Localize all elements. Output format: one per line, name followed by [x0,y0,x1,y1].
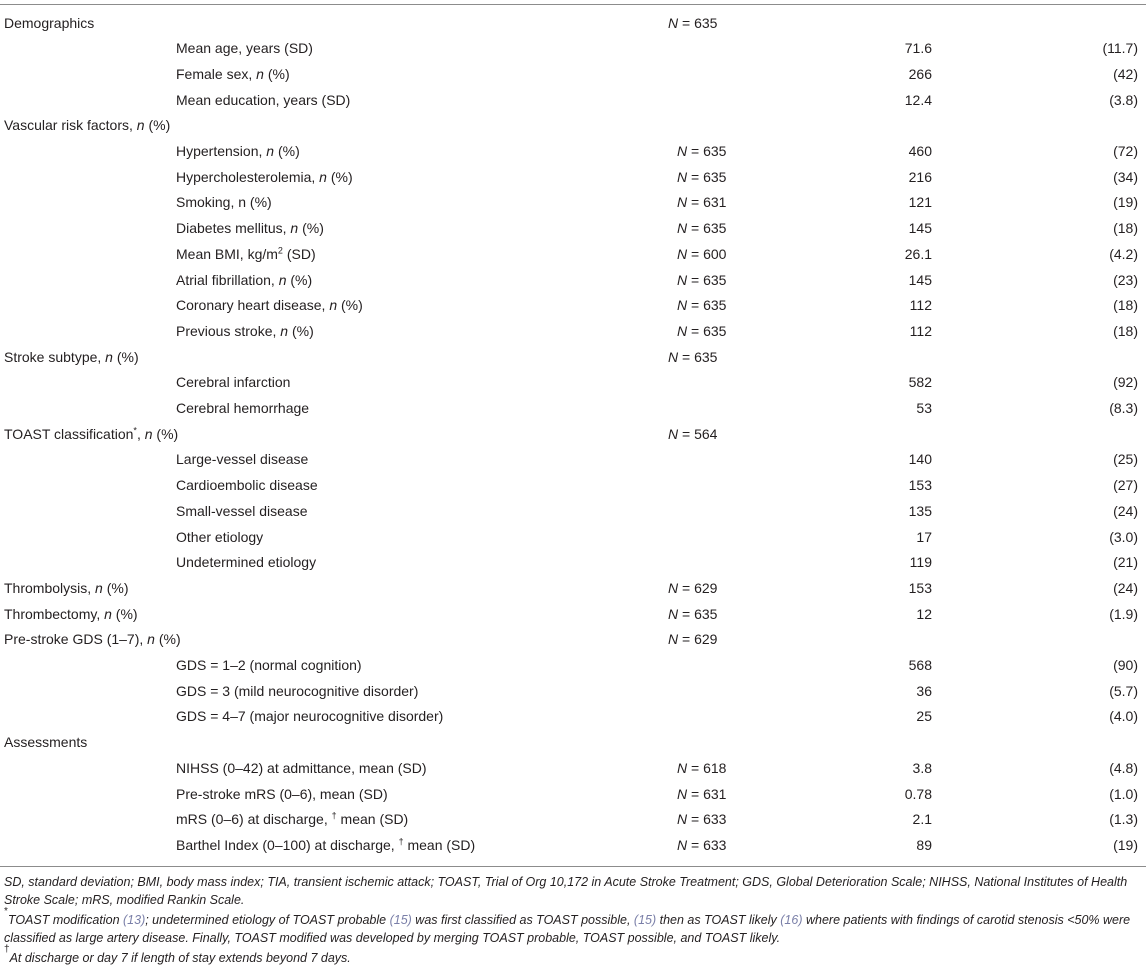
row-percent: (23) [1113,271,1138,288]
table-row [0,88,1146,114]
row-percent: (19) [1113,836,1138,853]
row-label-part: * [133,425,137,436]
table-row [0,550,1146,576]
table-group-row [0,576,1146,602]
row-percent: (8.3) [1109,400,1138,416]
footnote-dagger-mark: † [4,944,10,955]
row-label-part: (%) [154,631,181,648]
row-n-count: N = 600 [677,245,727,262]
row-percent: (34) [1113,168,1138,185]
row-n-count: N = 635 [677,220,727,237]
row-label-part: Female sex, [176,65,257,82]
row-label-part: , [136,425,145,442]
row-label-part: n [256,65,264,82]
row-label [4,422,178,448]
row-label-part: n [319,168,327,185]
row-percent: (1.0) [1109,785,1138,802]
row-label-part: Assessments [4,734,88,751]
table-row [0,139,1146,165]
row-label-part: Cardioembolic disease [176,477,318,494]
row-label [4,602,138,628]
table-row [0,679,1146,705]
row-n-count: N = 631 [677,785,727,802]
row-percent: (11.7) [1102,40,1138,57]
row-label-part: (%) [337,297,363,314]
row-percent: (3.0) [1109,528,1138,545]
row-label [176,473,318,499]
row-percent: (27) [1113,477,1138,494]
footnote-discharge [4,944,1140,968]
row-value: 216 [908,168,932,185]
row-label [4,730,87,756]
row-label-part: Thrombectomy, [4,605,105,622]
row-value: 135 [908,502,932,519]
row-percent: (18) [1113,220,1138,237]
row-label-part: (%) [263,65,290,82]
row-percent: (92) [1113,374,1138,391]
row-n-count: N = 631 [677,194,727,211]
row-percent: (21) [1113,554,1138,571]
table-row [0,268,1146,294]
table-row [0,396,1146,422]
row-label-part: Large-vessel disease [176,451,309,468]
row-label-part: Mean age, years (SD) [176,40,313,57]
row-value: 25 [916,708,932,725]
footnote-toast-text-d: then as TOAST likely [656,913,781,927]
row-label-part: mean (SD) [336,811,409,828]
row-percent: (24) [1113,579,1138,596]
row-value: 121 [908,194,932,211]
row-label-part: n [95,579,103,596]
row-label-part: TOAST classification [4,425,134,442]
row-label-part: (%) [288,322,314,339]
table-row [0,756,1146,782]
row-label-part: (%) [274,143,300,159]
row-n-count: N = 635 [677,297,727,314]
row-label [176,36,313,62]
row-label [176,499,308,525]
reference-link[interactable]: (13) [123,913,146,927]
row-label-part: n [280,322,289,339]
footnote-toast-text-e: where patients with findings of carotid stenosis <50% were classified as large artery disease. Finally, TOAST modified was developed by merging TOAST probable, TOAST possible, and TOAST likely. [4,913,1131,945]
footnote-toast-text-b: ; undetermined etiology of TOAST probable [145,913,390,927]
row-label [176,704,443,730]
table-group-row [0,602,1146,628]
row-label-part: n [278,271,287,288]
row-label-part: Cerebral infarction [176,374,291,391]
row-value: 153 [908,477,932,494]
row-label-part: Thrombolysis, [4,579,96,596]
footnote-discharge-text: At discharge or day 7 if length of stay extends beyond 7 days. [9,951,351,965]
row-n-count: N = 635 [668,605,718,622]
table-group-row [0,345,1146,371]
row-value: 89 [916,836,932,853]
row-n-count: N = 633 [677,811,727,828]
row-value: 145 [908,271,932,288]
table-row [0,242,1146,268]
row-label-part: n [104,605,112,622]
row-value: 153 [908,579,932,596]
row-label-part: (%) [298,220,324,237]
row-label [176,370,290,396]
row-label [4,113,170,139]
row-label-part: Mean BMI, kg/m [176,245,278,262]
row-label [176,756,427,782]
footnote-toast-text-a: TOAST modification [7,913,123,927]
row-label-part: † [331,810,337,821]
row-value: 71.6 [904,40,932,57]
row-label-part: Diabetes mellitus, [176,220,291,237]
row-label-part: n [329,297,338,314]
row-label [176,833,475,859]
row-label [4,576,129,602]
row-n-count: N = 635 [677,143,727,159]
row-value: 17 [916,528,932,545]
row-label [176,525,263,551]
table-group-row [0,11,1146,37]
row-label-part: Undetermined etiology [176,554,317,571]
row-label [176,88,350,114]
row-label [176,319,314,345]
footnote-toast [4,906,1140,947]
row-label [176,293,363,319]
row-label [4,11,94,37]
row-label [176,190,272,216]
table-row [0,62,1146,88]
row-label-part: 2 [277,245,283,256]
table-row [0,525,1146,551]
row-value: 53 [916,400,932,416]
row-label-part: Atrial fibrillation, [176,271,279,288]
row-label-part: (%) [326,168,353,185]
row-label-part: n [147,631,155,648]
footnote-abbreviations [4,874,1140,909]
row-n-count: N = 635 [668,348,718,365]
row-label [176,447,308,473]
row-label-part: GDS = 4–7 (major neurocognitive disorder) [176,708,444,725]
row-label-part: (%) [152,425,179,442]
row-percent: (25) [1113,451,1138,468]
table-row [0,782,1146,808]
row-percent: (72) [1113,143,1138,159]
row-label [176,807,408,833]
row-label-part: (%) [286,271,313,288]
row-label-part: Stroke subtype, [4,348,106,365]
row-label-part: mean (SD) [403,836,476,853]
table-row [0,319,1146,345]
table-group-row [0,422,1146,448]
row-percent: (1.3) [1109,811,1138,828]
footnote-abbreviations-text: SD, standard deviation; BMI, body mass index; TIA, transient ischemic attack; TOAST, Trial of Org 10,172 in Acute Stroke Treatment; GDS, Global Deterioration Scale; NIHSS, National Institutes of Health Stroke Scale; mRS, modified Rankin Scale. [4,875,1128,907]
table-row [0,704,1146,730]
row-label [176,139,300,165]
row-label-part: Mean education, years (SD) [176,91,351,108]
row-label-part: n [136,117,145,134]
row-label [176,653,362,679]
row-n-count: N = 564 [668,425,718,442]
reference-link[interactable]: (16) [780,913,803,927]
row-label-part: n [105,348,113,365]
row-label-part: (%) [111,605,138,622]
row-label-part: Smoking, n (%) [176,194,272,211]
row-percent: (4.2) [1109,245,1138,262]
footnote-toast-text-c: was first classified as TOAST possible, [411,913,634,927]
row-value: 2.1 [912,811,932,828]
row-value: 12 [916,605,932,622]
table-group-row [0,730,1146,756]
row-label [4,345,139,371]
row-label-part: † [398,836,404,847]
row-value: 112 [909,297,932,314]
row-label [176,216,324,242]
row-value: 145 [908,220,932,237]
row-label-part: NIHSS (0–42) at admittance, mean (SD) [176,759,427,776]
row-percent: (5.7) [1109,682,1138,699]
row-percent: (4.8) [1109,759,1138,776]
row-label [176,242,316,268]
table-row [0,833,1146,859]
row-label-part: Barthel Index (0–100) at discharge, [176,836,399,853]
table-top-rule [0,4,1146,5]
row-label-part: Coronary heart disease, [176,297,330,314]
row-label-part: (%) [112,348,139,365]
table-row [0,190,1146,216]
row-n-count: N = 618 [677,759,727,776]
row-percent: (3.8) [1109,91,1138,108]
row-value: 36 [916,682,932,699]
row-label-part: (%) [102,579,129,596]
row-label [176,396,309,422]
row-value: 3.8 [912,759,932,776]
table-row [0,807,1146,833]
row-label [176,782,388,808]
table-group-row [0,627,1146,653]
table-row [0,216,1146,242]
row-n-count: N = 635 [668,14,718,31]
row-value: 568 [908,657,932,673]
row-n-count: N = 635 [677,322,727,339]
row-value: 12.4 [904,91,932,108]
row-value: 460 [908,143,932,159]
table-bottom-rule [0,866,1146,867]
row-label-part: Hypertension, [176,143,267,159]
table-row [0,293,1146,319]
row-value: 0.78 [904,785,932,802]
row-label [176,550,316,576]
table-group-row [0,113,1146,139]
row-percent: (1.9) [1109,605,1138,622]
table-row [0,165,1146,191]
row-label-part: (%) [144,117,171,134]
row-n-count: N = 635 [677,271,727,288]
row-label [176,679,418,705]
row-value: 112 [909,322,932,339]
row-label-part: Small-vessel disease [176,502,308,519]
row-label-part: Demographics [4,14,95,31]
row-value: 119 [909,554,932,571]
row-label-part: mRS (0–6) at discharge, [176,811,332,828]
table-row [0,473,1146,499]
row-label-part: Other etiology [176,528,264,545]
row-label-part: Pre-stroke mRS (0–6), mean (SD) [176,785,388,802]
row-label-part: Pre-stroke GDS (1–7), [4,631,148,648]
row-label-part: GDS = 1–2 (normal cognition) [176,657,362,673]
row-value: 26.1 [904,245,932,262]
row-label-part: Vascular risk factors, [4,117,137,134]
row-percent: (4.0) [1109,708,1138,725]
row-label [4,627,181,653]
row-percent: (18) [1113,322,1138,339]
table-row [0,370,1146,396]
row-percent: (90) [1113,657,1138,673]
row-n-count: N = 633 [677,836,727,853]
row-label-part: Previous stroke, [176,322,281,339]
row-percent: (19) [1113,194,1138,211]
row-label-part: GDS = 3 (mild neurocognitive disorder) [176,682,419,699]
row-label-part: Cerebral hemorrhage [176,400,310,416]
row-percent: (18) [1113,297,1138,314]
row-value: 266 [908,65,932,82]
row-n-count: N = 629 [668,631,718,648]
row-value: 140 [908,451,932,468]
row-label-part: (SD) [282,245,316,262]
table-row [0,499,1146,525]
row-label [176,165,353,191]
row-label-part: n [266,143,275,159]
row-label-part: n [144,425,153,442]
reference-link[interactable]: (15) [633,913,657,927]
row-percent: (42) [1113,65,1138,82]
table-row [0,447,1146,473]
row-percent: (24) [1113,502,1138,519]
footnote-toast-mark: * [4,906,8,917]
row-label-part: Hypercholesterolemia, [176,168,320,185]
row-label [176,62,290,88]
reference-link[interactable]: (15) [389,913,412,927]
row-n-count: N = 629 [668,579,718,596]
row-n-count: N = 635 [677,168,727,185]
row-label-part: n [290,220,299,237]
row-value: 582 [908,374,932,391]
row-label [176,268,312,294]
table-row [0,653,1146,679]
table-row [0,36,1146,62]
